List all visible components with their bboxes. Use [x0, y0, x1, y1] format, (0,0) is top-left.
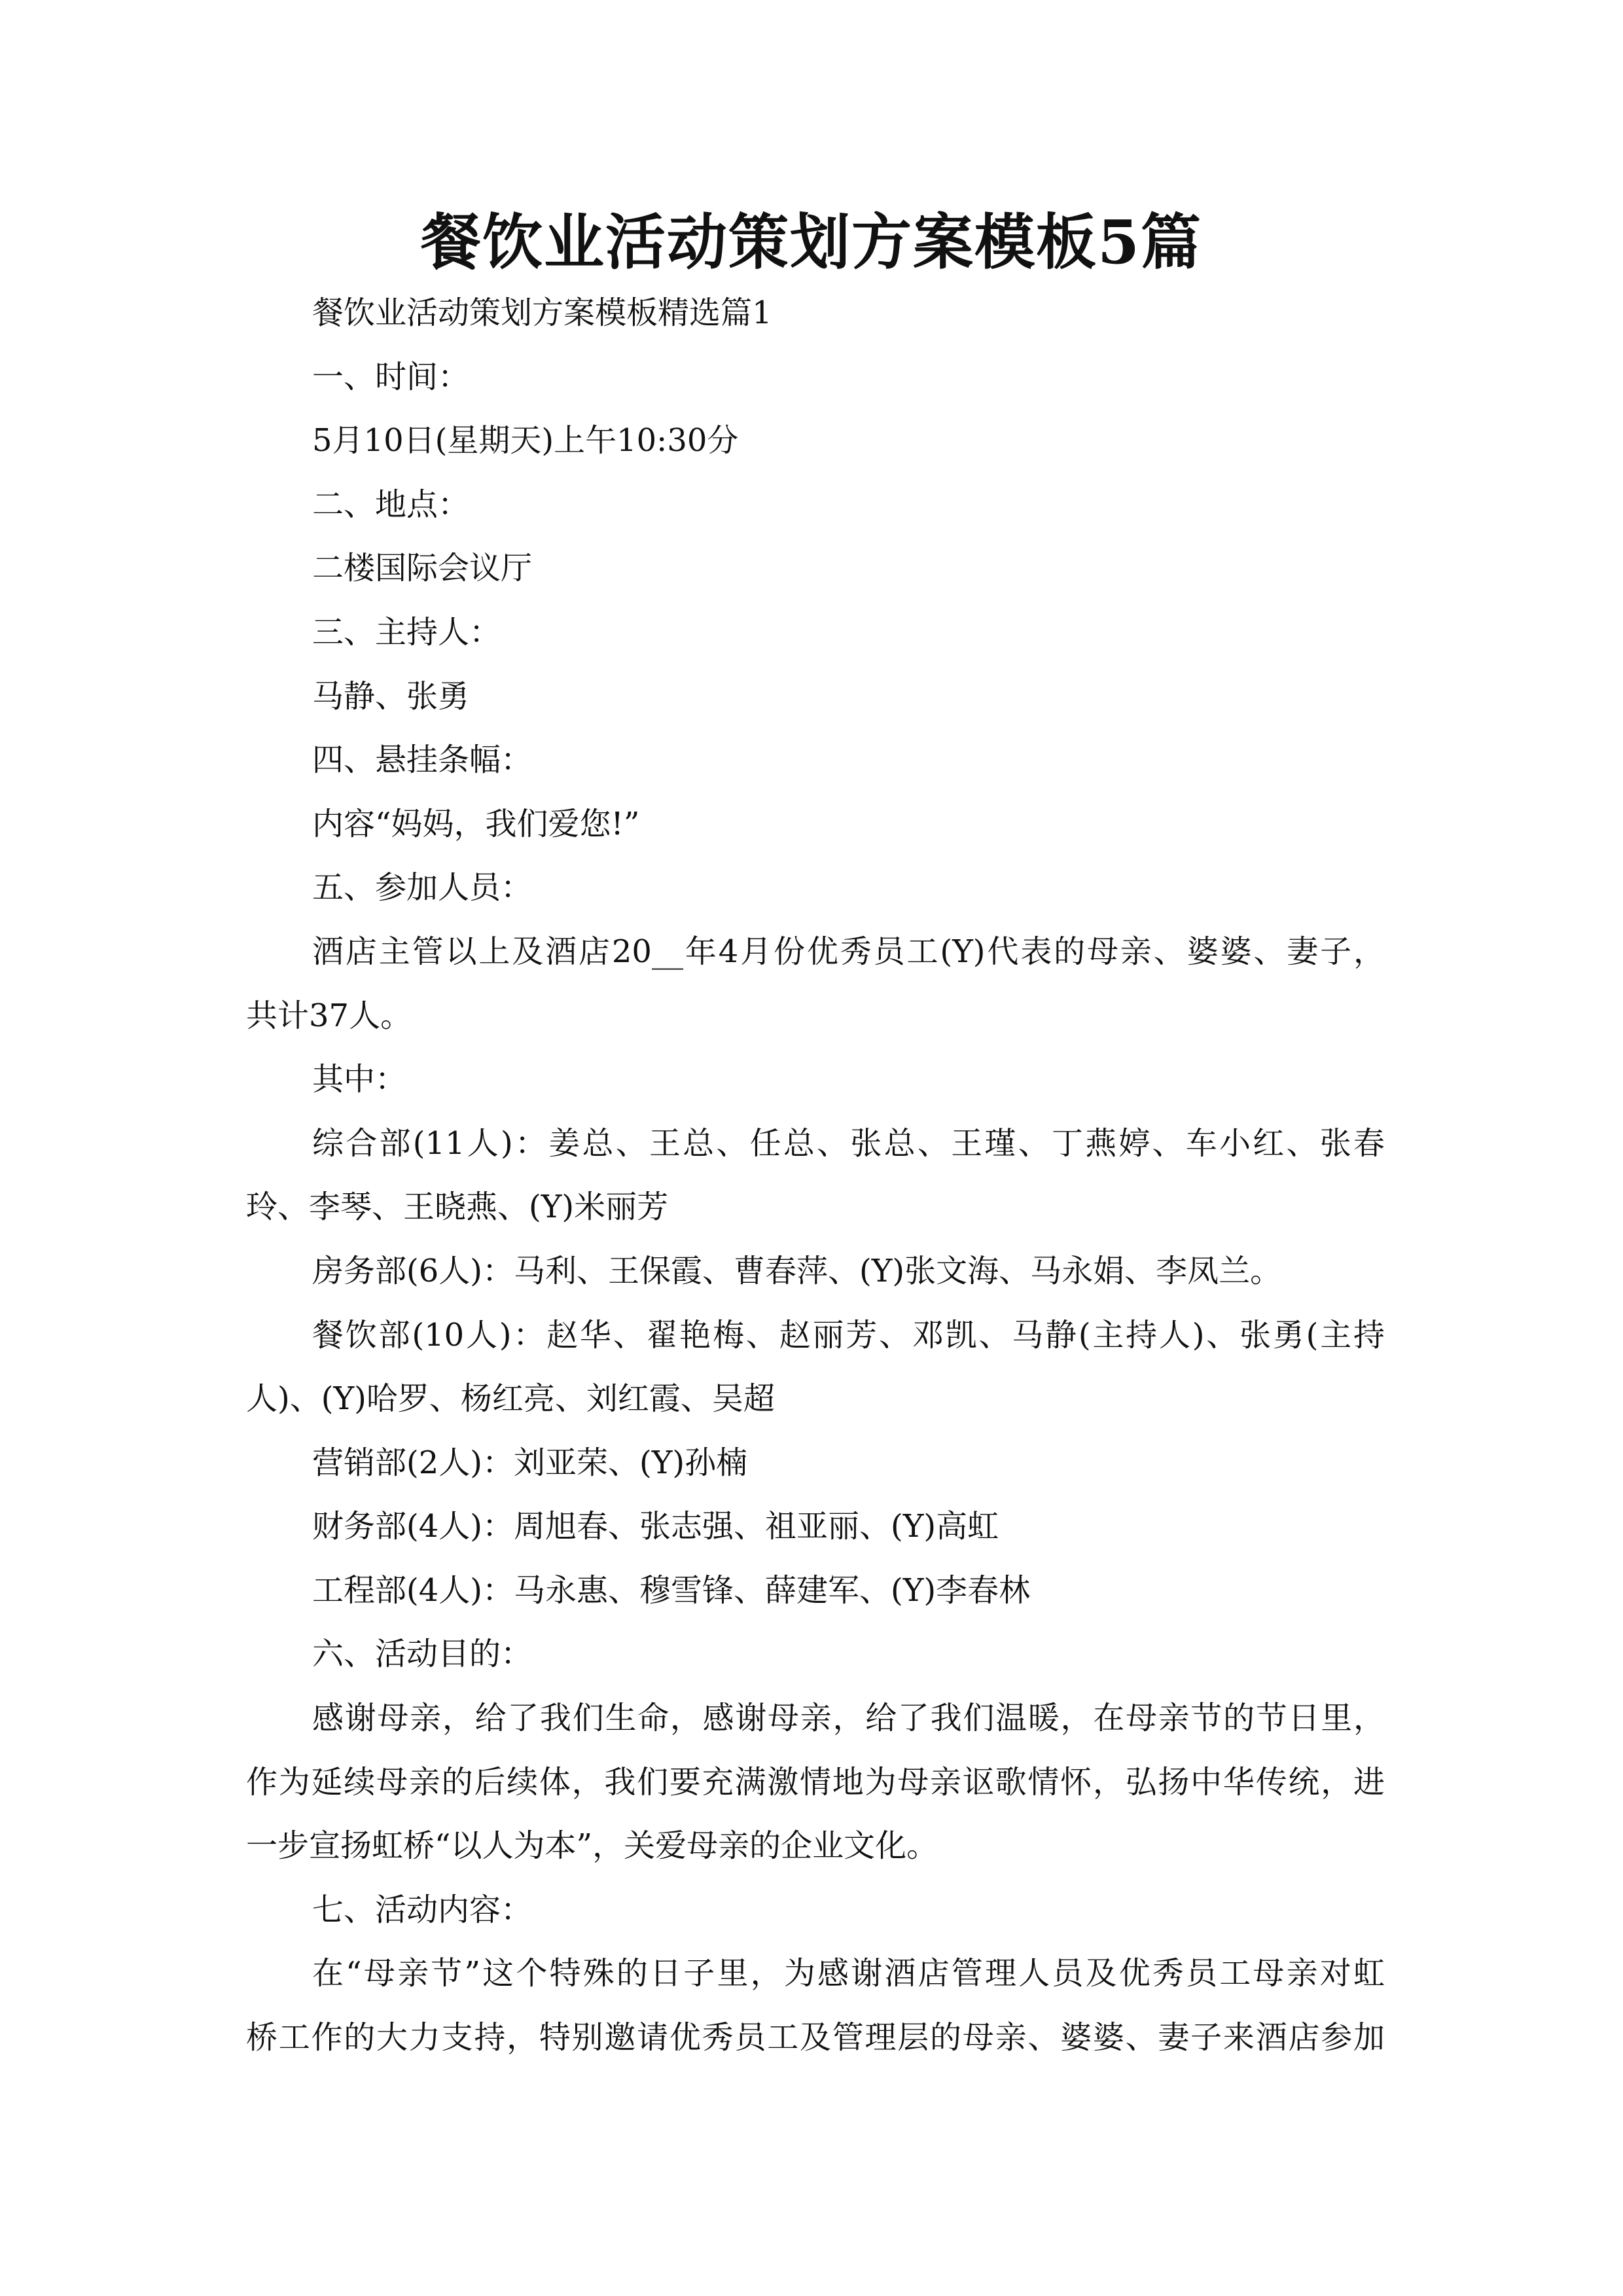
text-line: 在“母亲节”这个特殊的日子里，为感谢酒店管理人员及优秀员工母亲对虹 — [312, 1955, 1385, 1992]
text-line: 5月10日(星期天)上午10:30分 — [312, 422, 739, 459]
text-line: 桥工作的大力支持，特别邀请优秀员工及管理层的母亲、婆婆、妻子来酒店参加 — [246, 2019, 1385, 2056]
text-line: 五、参加人员： — [312, 869, 533, 906]
document-body — [246, 281, 1385, 2070]
text-line: 马静、张勇 — [312, 677, 470, 715]
text-line: 共计37人。 — [246, 997, 412, 1034]
text-line: 六、活动目的： — [312, 1636, 533, 1673]
text-line: 作为延续母亲的后续体，我们要充满激情地为母亲讴歌情怀，弘扬中华传统，进 — [246, 1763, 1385, 1801]
text-line: 玲、李琴、王晓燕、(Y)米丽芳 — [246, 1189, 669, 1226]
text-line: 酒店主管以上及酒店20__年4月份优秀员工(Y)代表的母亲、婆婆、妻子， — [312, 933, 1385, 970]
text-line: 餐饮部(10人)：赵华、翟艳梅、赵丽芳、邓凯、马静(主持人)、张勇(主持 — [312, 1316, 1385, 1354]
text-line: 七、活动内容： — [312, 1891, 533, 1928]
text-line: 餐饮业活动策划方案模板精选篇1 — [312, 295, 772, 331]
text-line: 工程部(4人)：马永惠、穆雪锋、薛建军、(Y)李春林 — [312, 1571, 1031, 1609]
text-line: 综合部(11人)：姜总、王总、任总、张总、王瑾、丁燕婷、车小红、张春 — [312, 1124, 1385, 1162]
text-line: 其中： — [312, 1061, 407, 1098]
text-line: 一步宣扬虹桥“以人为本”，关爱母亲的企业文化。 — [246, 1827, 938, 1865]
text-line: 二、地点： — [312, 486, 470, 523]
text-line: 人)、(Y)哈罗、杨红亮、刘红霞、吴超 — [246, 1380, 775, 1418]
document-title: 餐饮业活动策划方案模板5篇 — [420, 207, 1202, 278]
text-line: 二楼国际会议厅 — [312, 550, 533, 587]
text-line: 财务部(4人)：周旭春、张志强、祖亚丽、(Y)高虹 — [312, 1508, 999, 1545]
text-line: 内容“妈妈，我们爱您!” — [312, 805, 640, 842]
text-line: 营销部(2人)：刘亚荣、(Y)孙楠 — [312, 1444, 748, 1481]
text-line: 感谢母亲，给了我们生命，感谢母亲，给了我们温暖，在母亲节的节日里， — [312, 1700, 1385, 1737]
text-line: 房务部(6人)：马利、王保霞、曹春萍、(Y)张文海、马永娟、李凤兰。 — [312, 1252, 1282, 1289]
text-line: 一、时间： — [312, 358, 470, 395]
text-line: 三、主持人： — [312, 613, 501, 651]
text-line: 四、悬挂条幅： — [312, 742, 533, 779]
